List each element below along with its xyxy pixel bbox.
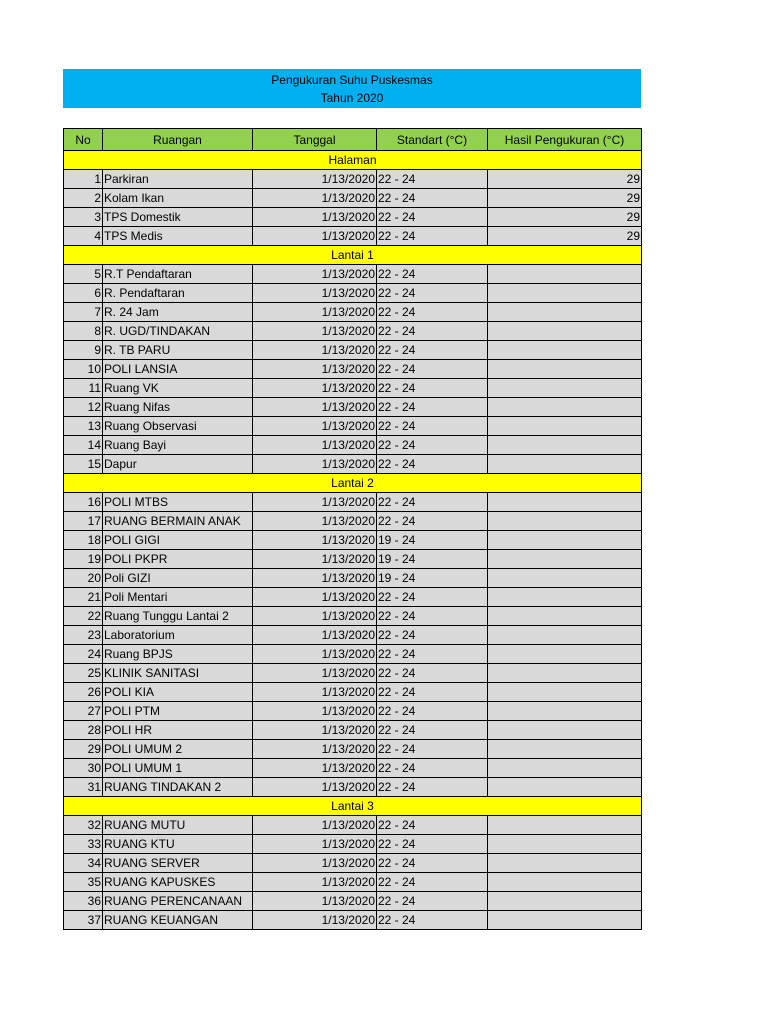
cell-result[interactable] xyxy=(488,664,642,683)
cell-standard[interactable]: 22 - 24 xyxy=(377,778,488,797)
cell-no[interactable]: 12 xyxy=(64,398,103,417)
cell-result[interactable] xyxy=(488,626,642,645)
cell-no[interactable]: 19 xyxy=(64,550,103,569)
cell-no[interactable]: 34 xyxy=(64,854,103,873)
cell-room[interactable]: RUANG KEUANGAN xyxy=(103,911,253,930)
cell-no[interactable]: 24 xyxy=(64,645,103,664)
cell-date[interactable]: 1/13/2020 xyxy=(253,702,377,721)
table-row xyxy=(64,873,642,892)
cell-room[interactable]: Ruang Observasi xyxy=(103,417,253,436)
table-row xyxy=(64,341,642,360)
cell-standard[interactable]: 22 - 24 xyxy=(377,835,488,854)
cell-result[interactable] xyxy=(488,379,642,398)
cell-no[interactable]: 31 xyxy=(64,778,103,797)
cell-no[interactable]: 21 xyxy=(64,588,103,607)
cell-no[interactable]: 28 xyxy=(64,721,103,740)
cell-no[interactable]: 2 xyxy=(64,189,103,208)
cell-room[interactable]: Ruang Nifas xyxy=(103,398,253,417)
cell-room[interactable]: R. UGD/TINDAKAN xyxy=(103,322,253,341)
cell-date[interactable]: 1/13/2020 xyxy=(253,189,377,208)
cell-date[interactable]: 1/13/2020 xyxy=(253,341,377,360)
table-row xyxy=(64,170,642,189)
cell-room[interactable]: RUANG KTU xyxy=(103,835,253,854)
cell-no[interactable]: 13 xyxy=(64,417,103,436)
cell-room[interactable]: Poli GIZI xyxy=(103,569,253,588)
table-row xyxy=(64,493,642,512)
cell-date[interactable]: 1/13/2020 xyxy=(253,854,377,873)
table-row xyxy=(64,683,642,702)
table-row xyxy=(64,607,642,626)
cell-date[interactable]: 1/13/2020 xyxy=(253,626,377,645)
cell-standard[interactable]: 22 - 24 xyxy=(377,892,488,911)
cell-result[interactable] xyxy=(488,531,642,550)
cell-room[interactable]: Ruang VK xyxy=(103,379,253,398)
cell-result[interactable] xyxy=(488,835,642,854)
cell-result[interactable] xyxy=(488,360,642,379)
cell-room[interactable]: Ruang Tunggu Lantai 2 xyxy=(103,607,253,626)
cell-result[interactable] xyxy=(488,816,642,835)
section-label[interactable]: Lantai 1 xyxy=(64,246,642,265)
cell-result[interactable] xyxy=(488,512,642,531)
cell-standard[interactable]: 22 - 24 xyxy=(377,360,488,379)
cell-room[interactable]: RUANG TINDAKAN 2 xyxy=(103,778,253,797)
cell-date[interactable]: 1/13/2020 xyxy=(253,417,377,436)
cell-room[interactable]: POLI HR xyxy=(103,721,253,740)
cell-room[interactable]: Ruang Bayi xyxy=(103,436,253,455)
cell-result[interactable] xyxy=(488,759,642,778)
table-row xyxy=(64,588,642,607)
table-row xyxy=(64,379,642,398)
cell-room[interactable]: RUANG SERVER xyxy=(103,854,253,873)
cell-no[interactable]: 23 xyxy=(64,626,103,645)
table-row xyxy=(64,892,642,911)
table-row xyxy=(64,417,642,436)
cell-date[interactable]: 1/13/2020 xyxy=(253,664,377,683)
table-row xyxy=(64,436,642,455)
table-row xyxy=(64,664,642,683)
cell-date[interactable]: 1/13/2020 xyxy=(253,379,377,398)
table-row xyxy=(64,189,642,208)
table-row xyxy=(64,569,642,588)
cell-standard[interactable]: 22 - 24 xyxy=(377,664,488,683)
cell-standard[interactable]: 22 - 24 xyxy=(377,455,488,474)
section-row xyxy=(64,151,642,170)
cell-result[interactable] xyxy=(488,284,642,303)
cell-standard[interactable]: 22 - 24 xyxy=(377,322,488,341)
cell-date[interactable]: 1/13/2020 xyxy=(253,892,377,911)
section-label[interactable]: Lantai 3 xyxy=(64,797,642,816)
cell-room[interactable]: RUANG PERENCANAAN xyxy=(103,892,253,911)
section-label[interactable]: Lantai 2 xyxy=(64,474,642,493)
cell-date[interactable]: 1/13/2020 xyxy=(253,436,377,455)
cell-room[interactable]: R.T Pendaftaran xyxy=(103,265,253,284)
cell-date[interactable]: 1/13/2020 xyxy=(253,493,377,512)
cell-date[interactable]: 1/13/2020 xyxy=(253,721,377,740)
cell-date[interactable]: 1/13/2020 xyxy=(253,455,377,474)
cell-date[interactable]: 1/13/2020 xyxy=(253,588,377,607)
cell-result[interactable] xyxy=(488,455,642,474)
header-date: Tanggal xyxy=(253,129,377,151)
cell-no[interactable]: 4 xyxy=(64,227,103,246)
cell-room[interactable]: POLI GIGI xyxy=(103,531,253,550)
cell-date[interactable]: 1/13/2020 xyxy=(253,683,377,702)
cell-standard[interactable]: 19 - 24 xyxy=(377,531,488,550)
cell-room[interactable]: Parkiran xyxy=(103,170,253,189)
table-row xyxy=(64,360,642,379)
sheet-title: Pengukuran Suhu Puskesmas xyxy=(271,72,433,87)
cell-room[interactable]: R. TB PARU xyxy=(103,341,253,360)
table-row xyxy=(64,208,642,227)
cell-no[interactable]: 8 xyxy=(64,322,103,341)
cell-standard[interactable]: 22 - 24 xyxy=(377,645,488,664)
cell-date[interactable]: 1/13/2020 xyxy=(253,569,377,588)
cell-date[interactable]: 1/13/2020 xyxy=(253,645,377,664)
cell-room[interactable]: POLI KIA xyxy=(103,683,253,702)
cell-no[interactable]: 22 xyxy=(64,607,103,626)
cell-room[interactable]: TPS Domestik xyxy=(103,208,253,227)
cell-result[interactable]: 29 xyxy=(488,189,642,208)
table-row xyxy=(64,911,642,930)
table-row xyxy=(64,398,642,417)
cell-standard[interactable]: 22 - 24 xyxy=(377,759,488,778)
cell-date[interactable]: 1/13/2020 xyxy=(253,398,377,417)
table-row xyxy=(64,721,642,740)
cell-room[interactable]: R. 24 Jam xyxy=(103,303,253,322)
cell-standard[interactable]: 22 - 24 xyxy=(377,816,488,835)
table-row xyxy=(64,512,642,531)
table-row xyxy=(64,740,642,759)
cell-room[interactable]: POLI UMUM 2 xyxy=(103,740,253,759)
cell-standard[interactable]: 22 - 24 xyxy=(377,493,488,512)
section-row xyxy=(64,797,642,816)
cell-no[interactable]: 18 xyxy=(64,531,103,550)
cell-result[interactable] xyxy=(488,683,642,702)
cell-no[interactable]: 33 xyxy=(64,835,103,854)
cell-room[interactable]: RUANG KAPUSKES xyxy=(103,873,253,892)
cell-result[interactable] xyxy=(488,873,642,892)
cell-date[interactable]: 1/13/2020 xyxy=(253,607,377,626)
cell-result[interactable] xyxy=(488,436,642,455)
cell-standard[interactable]: 22 - 24 xyxy=(377,607,488,626)
cell-result[interactable] xyxy=(488,911,642,930)
cell-date[interactable]: 1/13/2020 xyxy=(253,531,377,550)
table-row xyxy=(64,455,642,474)
cell-no[interactable]: 35 xyxy=(64,873,103,892)
cell-no[interactable]: 11 xyxy=(64,379,103,398)
cell-standard[interactable]: 22 - 24 xyxy=(377,740,488,759)
cell-standard[interactable]: 22 - 24 xyxy=(377,911,488,930)
cell-no[interactable]: 16 xyxy=(64,493,103,512)
cell-no[interactable]: 30 xyxy=(64,759,103,778)
cell-result[interactable] xyxy=(488,417,642,436)
cell-standard[interactable]: 22 - 24 xyxy=(377,284,488,303)
cell-standard[interactable]: 22 - 24 xyxy=(377,702,488,721)
table-row xyxy=(64,227,642,246)
cell-room[interactable]: POLI PKPR xyxy=(103,550,253,569)
cell-result[interactable]: 29 xyxy=(488,227,642,246)
table-body xyxy=(64,151,642,930)
cell-no[interactable]: 7 xyxy=(64,303,103,322)
cell-result[interactable]: 29 xyxy=(488,170,642,189)
cell-no[interactable]: 36 xyxy=(64,892,103,911)
table-row xyxy=(64,626,642,645)
cell-date[interactable]: 1/13/2020 xyxy=(253,227,377,246)
table-row xyxy=(64,645,642,664)
cell-no[interactable]: 25 xyxy=(64,664,103,683)
cell-no[interactable]: 14 xyxy=(64,436,103,455)
cell-no[interactable]: 10 xyxy=(64,360,103,379)
table-row xyxy=(64,322,642,341)
table-row xyxy=(64,550,642,569)
cell-standard[interactable]: 22 - 24 xyxy=(377,303,488,322)
cell-no[interactable]: 26 xyxy=(64,683,103,702)
cell-no[interactable]: 15 xyxy=(64,455,103,474)
cell-standard[interactable]: 22 - 24 xyxy=(377,189,488,208)
cell-standard[interactable]: 22 - 24 xyxy=(377,721,488,740)
cell-room[interactable]: KLINIK SANITASI xyxy=(103,664,253,683)
cell-date[interactable]: 1/13/2020 xyxy=(253,911,377,930)
cell-date[interactable]: 1/13/2020 xyxy=(253,550,377,569)
cell-room[interactable]: POLI PTM xyxy=(103,702,253,721)
table-row xyxy=(64,854,642,873)
cell-no[interactable]: 29 xyxy=(64,740,103,759)
cell-result[interactable] xyxy=(488,778,642,797)
cell-standard[interactable]: 22 - 24 xyxy=(377,588,488,607)
cell-standard[interactable]: 22 - 24 xyxy=(377,170,488,189)
cell-result[interactable] xyxy=(488,341,642,360)
cell-standard[interactable]: 22 - 24 xyxy=(377,626,488,645)
cell-result[interactable] xyxy=(488,265,642,284)
cell-no[interactable]: 9 xyxy=(64,341,103,360)
cell-standard[interactable]: 19 - 24 xyxy=(377,569,488,588)
header-standard: Standart (°C) xyxy=(377,129,488,151)
cell-no[interactable]: 20 xyxy=(64,569,103,588)
header-room: Ruangan xyxy=(103,129,253,151)
cell-result[interactable] xyxy=(488,854,642,873)
table-row xyxy=(64,816,642,835)
cell-standard[interactable]: 19 - 24 xyxy=(377,550,488,569)
cell-room[interactable]: TPS Medis xyxy=(103,227,253,246)
cell-date[interactable]: 1/13/2020 xyxy=(253,360,377,379)
cell-standard[interactable]: 22 - 24 xyxy=(377,379,488,398)
cell-no[interactable]: 1 xyxy=(64,170,103,189)
cell-standard[interactable]: 22 - 24 xyxy=(377,854,488,873)
cell-date[interactable]: 1/13/2020 xyxy=(253,816,377,835)
cell-date[interactable]: 1/13/2020 xyxy=(253,170,377,189)
cell-standard[interactable]: 22 - 24 xyxy=(377,398,488,417)
table-row xyxy=(64,284,642,303)
cell-result[interactable] xyxy=(488,645,642,664)
table-row xyxy=(64,702,642,721)
header-no: No xyxy=(64,129,103,151)
cell-standard[interactable]: 22 - 24 xyxy=(377,208,488,227)
section-row xyxy=(64,474,642,493)
cell-room[interactable]: RUANG MUTU xyxy=(103,816,253,835)
header-result: Hasil Pengukuran (°C) xyxy=(488,129,642,151)
cell-standard[interactable]: 22 - 24 xyxy=(377,873,488,892)
cell-date[interactable]: 1/13/2020 xyxy=(253,265,377,284)
cell-result[interactable] xyxy=(488,607,642,626)
cell-result[interactable] xyxy=(488,892,642,911)
sheet-subtitle: Tahun 2020 xyxy=(320,90,384,105)
cell-room[interactable]: R. Pendaftaran xyxy=(103,284,253,303)
cell-no[interactable]: 32 xyxy=(64,816,103,835)
cell-room[interactable]: POLI MTBS xyxy=(103,493,253,512)
cell-date[interactable]: 1/13/2020 xyxy=(253,512,377,531)
table-row xyxy=(64,759,642,778)
cell-standard[interactable]: 22 - 24 xyxy=(377,265,488,284)
cell-date[interactable]: 1/13/2020 xyxy=(253,759,377,778)
cell-result[interactable] xyxy=(488,322,642,341)
cell-no[interactable]: 27 xyxy=(64,702,103,721)
cell-no[interactable]: 17 xyxy=(64,512,103,531)
cell-no[interactable]: 37 xyxy=(64,911,103,930)
cell-result[interactable] xyxy=(488,569,642,588)
cell-date[interactable]: 1/13/2020 xyxy=(253,835,377,854)
cell-no[interactable]: 3 xyxy=(64,208,103,227)
cell-result[interactable] xyxy=(488,588,642,607)
cell-standard[interactable]: 22 - 24 xyxy=(377,341,488,360)
cell-result[interactable] xyxy=(488,398,642,417)
table-row xyxy=(64,265,642,284)
table-row xyxy=(64,835,642,854)
cell-result[interactable] xyxy=(488,550,642,569)
cell-date[interactable]: 1/13/2020 xyxy=(253,873,377,892)
cell-result[interactable] xyxy=(488,303,642,322)
cell-standard[interactable]: 22 - 24 xyxy=(377,436,488,455)
cell-room[interactable]: Dapur xyxy=(103,455,253,474)
table-row xyxy=(64,303,642,322)
cell-date[interactable]: 1/13/2020 xyxy=(253,284,377,303)
temperature-table xyxy=(63,128,642,930)
cell-room[interactable]: Ruang BPJS xyxy=(103,645,253,664)
cell-room[interactable]: RUANG BERMAIN ANAK xyxy=(103,512,253,531)
cell-standard[interactable]: 22 - 24 xyxy=(377,227,488,246)
cell-date[interactable]: 1/13/2020 xyxy=(253,322,377,341)
cell-result[interactable] xyxy=(488,702,642,721)
cell-room[interactable]: POLI UMUM 1 xyxy=(103,759,253,778)
cell-room[interactable]: Poli Mentari xyxy=(103,588,253,607)
cell-standard[interactable]: 22 - 24 xyxy=(377,683,488,702)
cell-result[interactable] xyxy=(488,740,642,759)
cell-date[interactable]: 1/13/2020 xyxy=(253,778,377,797)
cell-result[interactable]: 29 xyxy=(488,208,642,227)
cell-standard[interactable]: 22 - 24 xyxy=(377,417,488,436)
table-row xyxy=(64,531,642,550)
cell-result[interactable] xyxy=(488,721,642,740)
cell-room[interactable]: POLI LANSIA xyxy=(103,360,253,379)
sheet-title-banner xyxy=(63,69,641,108)
cell-standard[interactable]: 22 - 24 xyxy=(377,512,488,531)
cell-date[interactable]: 1/13/2020 xyxy=(253,740,377,759)
cell-no[interactable]: 6 xyxy=(64,284,103,303)
table-row xyxy=(64,778,642,797)
cell-date[interactable]: 1/13/2020 xyxy=(253,208,377,227)
section-label[interactable]: Halaman xyxy=(64,151,642,170)
cell-date[interactable]: 1/13/2020 xyxy=(253,303,377,322)
cell-no[interactable]: 5 xyxy=(64,265,103,284)
cell-room[interactable]: Kolam Ikan xyxy=(103,189,253,208)
section-row xyxy=(64,246,642,265)
cell-result[interactable] xyxy=(488,493,642,512)
cell-room[interactable]: Laboratorium xyxy=(103,626,253,645)
table-header-row xyxy=(64,129,642,151)
